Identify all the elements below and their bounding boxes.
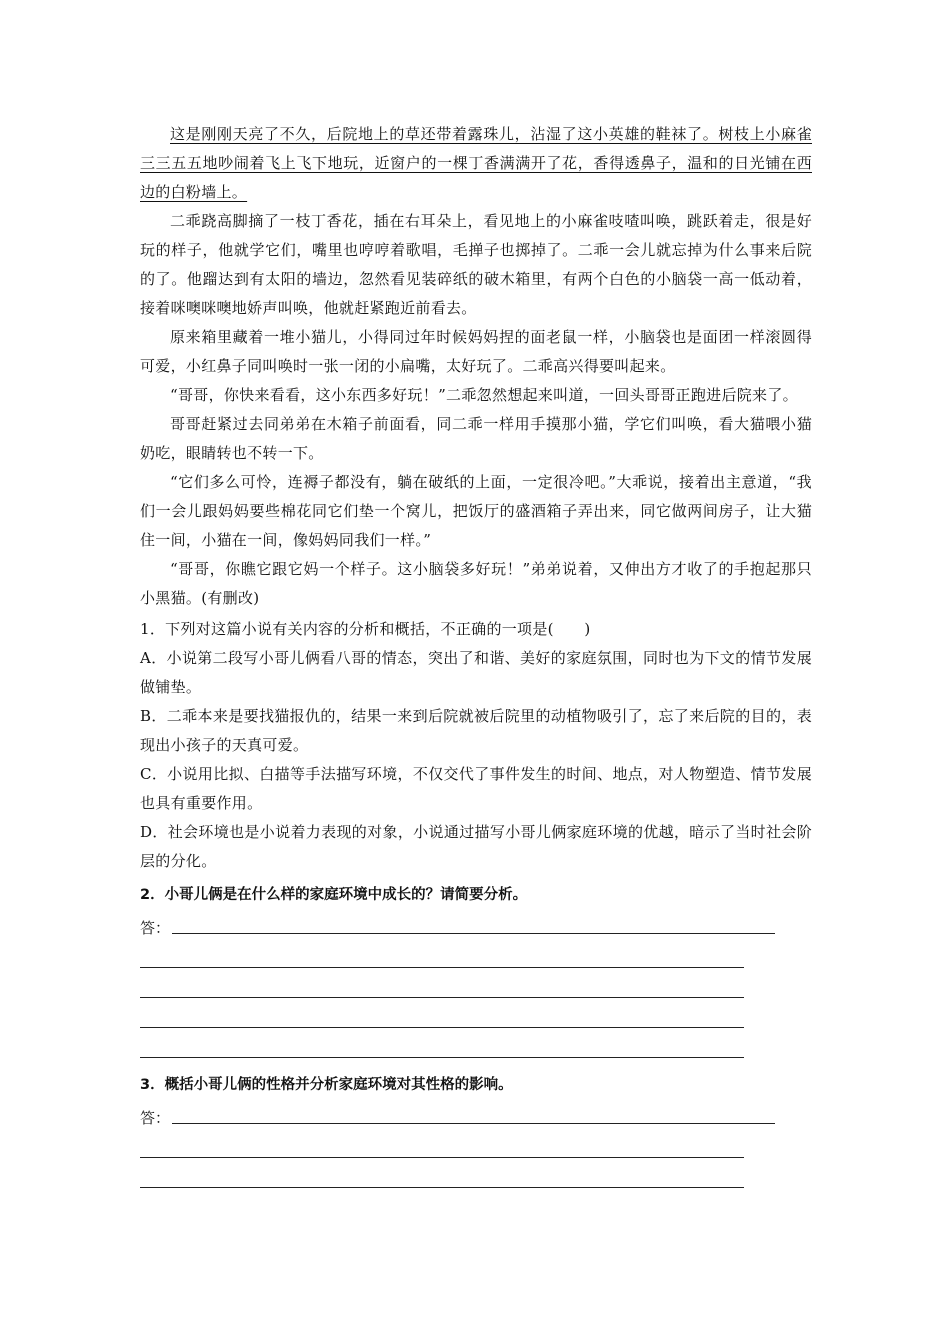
answer-label: 答： — [140, 1109, 171, 1127]
passage-paragraph: 这是刚刚天亮了不久，后院地上的草还带着露珠儿，沾湿了这小英雄的鞋袜了。树枝上小麻雀三三五五地吵闹着飞上飞下地玩，近窗户的一棵丁香满满开了花，香得透鼻子，温和的日光铺在西边的白粉墙上。 — [140, 125, 812, 201]
question-3 — [140, 1068, 812, 1188]
option-a[interactable]: A．小说第二段写小哥儿俩看八哥的情态，突出了和谐、美好的家庭氛围，同时也为下文的情节发展做铺垫。 — [140, 649, 812, 696]
answer-label: 答： — [140, 919, 171, 937]
answer-line[interactable] — [140, 938, 744, 968]
answer-line[interactable] — [140, 1028, 744, 1058]
answer-area[interactable] — [140, 912, 812, 1058]
passage-paragraph: 原来箱里藏着一堆小猫儿，小得同过年时候妈妈捏的面老鼠一样，小脑袋也是面团一样滚圆得可爱，小红鼻子同叫唤时一张一闭的小扁嘴，太好玩了。二乖高兴得要叫起来。 — [140, 328, 812, 375]
passage-paragraph: “它们多么可怜，连褥子都没有，躺在破纸的上面，一定很冷吧。”大乖说，接着出主意道，“我们一会儿跟妈妈要些棉花同它们垫一个窝儿，把饭厅的盛酒箱子弄出来，同它做两间房子，让大猫住一间，小猫在一间，像妈妈同我们一样。” — [140, 473, 812, 549]
option-d[interactable]: D．社会环境也是小说着力表现的对象，小说通过描写小哥儿俩家庭环境的优越，暗示了当时社会阶层的分化。 — [140, 823, 812, 870]
option-c[interactable]: C．小说用比拟、白描等手法描写环境，不仅交代了事件发生的时间、地点，对人物塑造、情节发展也具有重要作用。 — [140, 765, 812, 812]
question-stem: 3．概括小哥儿俩的性格并分析家庭环境对其性格的影响。 — [140, 1077, 513, 1093]
answer-line[interactable] — [140, 1158, 744, 1188]
question-stem: 1．下列对这篇小说有关内容的分析和概括，不正确的一项是( ) — [140, 620, 591, 638]
passage-paragraph: 哥哥赶紧过去同弟弟在木箱子前面看，同二乖一样用手摸那小猫，学它们叫唤，看大猫喂小猫奶吃，眼睛转也不转一下。 — [140, 415, 812, 462]
document-page — [140, 120, 812, 1188]
passage-paragraph: 二乖跷高脚摘了一枝丁香花，插在右耳朵上，看见地上的小麻雀吱喳叫唤，跳跃着走，很是好玩的样子，他就学它们，嘴里也哼哼着歌唱，毛掸子也掷掉了。二乖一会儿就忘掉为什么事来后院的了。他蹓达到有太阳的墙边，忽然看见装碎纸的破木箱里，有两个白色的小脑袋一高一低动着，接着咪噢咪噢地娇声叫唤，他就赶紧跑近前看去。 — [140, 212, 812, 317]
answer-first-line[interactable] — [140, 1102, 812, 1128]
answer-first-line[interactable] — [140, 912, 812, 938]
answer-rule[interactable] — [172, 921, 775, 934]
answer-line[interactable] — [140, 968, 744, 998]
answer-rule[interactable] — [172, 1111, 775, 1124]
answer-line[interactable] — [140, 1128, 744, 1158]
spacer — [140, 1058, 812, 1066]
question-stem: 2．小哥儿俩是在什么样的家庭环境中成长的？请简要分析。 — [140, 887, 528, 903]
question-1 — [140, 615, 812, 876]
answer-area[interactable] — [140, 1102, 812, 1188]
question-2 — [140, 878, 812, 1058]
passage-paragraph: “哥哥，你瞧它跟它妈一个样子。这小脑袋多好玩！”弟弟说着，又伸出方才收了的手抱起那只小黑猫。(有删改) — [140, 560, 812, 607]
answer-line[interactable] — [140, 998, 744, 1028]
passage — [140, 120, 812, 613]
option-b[interactable]: B．二乖本来是要找猫报仇的，结果一来到后院就被后院里的动植物吸引了，忘了来后院的目的，表现出小孩子的天真可爱。 — [140, 707, 812, 754]
passage-paragraph: “哥哥，你快来看看，这小东西多好玩！”二乖忽然想起来叫道，一回头哥哥正跑进后院来了。 — [170, 386, 798, 404]
